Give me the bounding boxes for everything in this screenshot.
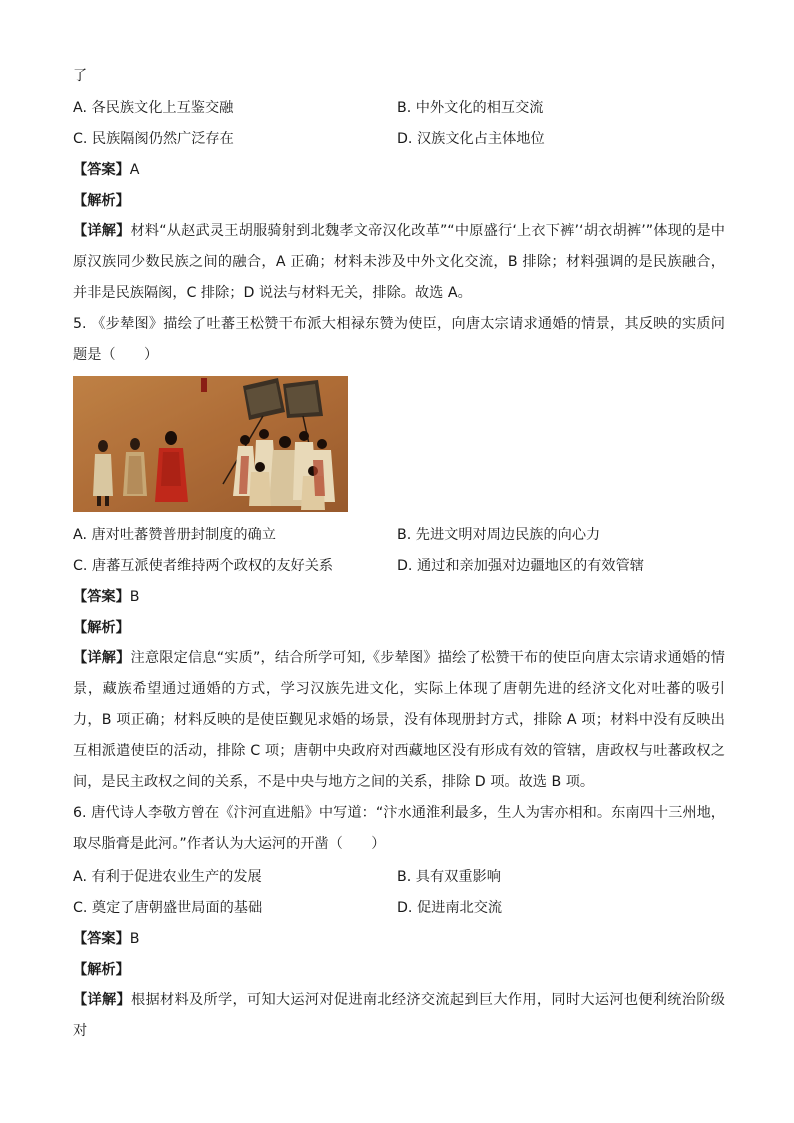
q6-option-c: C. 奠定了唐朝盛世局面的基础 xyxy=(73,900,263,916)
q6-answer: 【答案】B xyxy=(73,931,140,947)
q6-option-d: D. 促进南北交流 xyxy=(397,900,503,916)
q5-answer: 【答案】B xyxy=(73,589,140,605)
q5-analysis-tag: 【解析】 xyxy=(73,620,130,636)
answer-value: A xyxy=(129,162,140,178)
q6-option-b: B. 具有双重影响 xyxy=(397,869,501,885)
answer-tag: 【答案】 xyxy=(73,162,130,178)
q5-option-d: D. 通过和亲加强对边疆地区的有效管辖 xyxy=(397,558,644,574)
q4-analysis-tag: 【解析】 xyxy=(73,193,130,209)
painting-svg xyxy=(73,376,348,512)
q4-detail xyxy=(73,216,725,309)
buniantu-painting-image xyxy=(73,376,348,512)
q4-option-d: D. 汉族文化占主体地位 xyxy=(397,131,545,147)
q5-option-a: A. 唐对吐蕃赞普册封制度的确立 xyxy=(73,527,276,543)
q5-stem: 5. 《步辇图》描绘了吐蕃王松赞干布派大相禄东赞为使臣，向唐太宗请求通婚的情景，其反映的实质问题是（ ） xyxy=(73,316,725,363)
q6-option-a: A. 有利于促进农业生产的发展 xyxy=(73,869,262,885)
detail-tag: 【详解】 xyxy=(73,223,131,239)
top-fragment: 了 xyxy=(73,68,88,84)
q5-detail: 【详解】注意限定信息“实质”，结合所学可知,《步辇图》描绘了松赞干布的使臣向唐太宗请求通婚的情景，藏族希望通过通婚的方式，学习汉族先进文化，实际上体现了唐朝先进的经济文化对吐蕃的吸引力，B 项正确；材料反映的是使臣觐见求婚的场景，没有体现册封方式，排除 A 项；材料中没有反映出互相派遣使臣的活动，排除 C 项；唐朝中央政府对西藏地区没有形成有效的管辖，唐政权与吐蕃政权之间，是民主政权之间的关系，不是中央与地方之间的关系，排除 D 项。故选 B 项。 xyxy=(73,650,725,790)
q5-option-b: B. 先进文明对周边民族的向心力 xyxy=(397,527,601,543)
q4-option-b: B. 中外文化的相互交流 xyxy=(397,100,544,116)
q4-option-a: A. 各民族文化上互鉴交融 xyxy=(73,100,234,116)
q5-option-c: C. 唐蕃互派使者维持两个政权的友好关系 xyxy=(73,558,334,574)
detail-text: 材料“从赵武灵王胡服骑射到北魏孝文帝汉化改革”“中原盛行‘上衣下裤’‘胡衣胡裤’”体现的是中原汉族同少数民族之间的融合，A 正确；材料未涉及中外文化交流，B 排除；材料强调的是民族融合，并非是民族隔阂，C 排除；D 说法与材料无关，排除。故选 A。 xyxy=(73,223,725,301)
q6-detail: 【详解】根据材料及所学，可知大运河对促进南北经济交流起到巨大作用，同时大运河也便利统治阶级对 xyxy=(73,992,725,1039)
q4-answer xyxy=(73,160,139,180)
q4-option-c: C. 民族隔阂仍然广泛存在 xyxy=(73,131,234,147)
q6-stem: 6. 唐代诗人李敬方曾在《汴河直进船》中写道：“汴水通淮利最多，生人为害亦相和。东南四十三州地，取尽脂膏是此河。”作者认为大运河的开凿（ ） xyxy=(73,805,725,852)
q6-analysis-tag: 【解析】 xyxy=(73,962,130,978)
